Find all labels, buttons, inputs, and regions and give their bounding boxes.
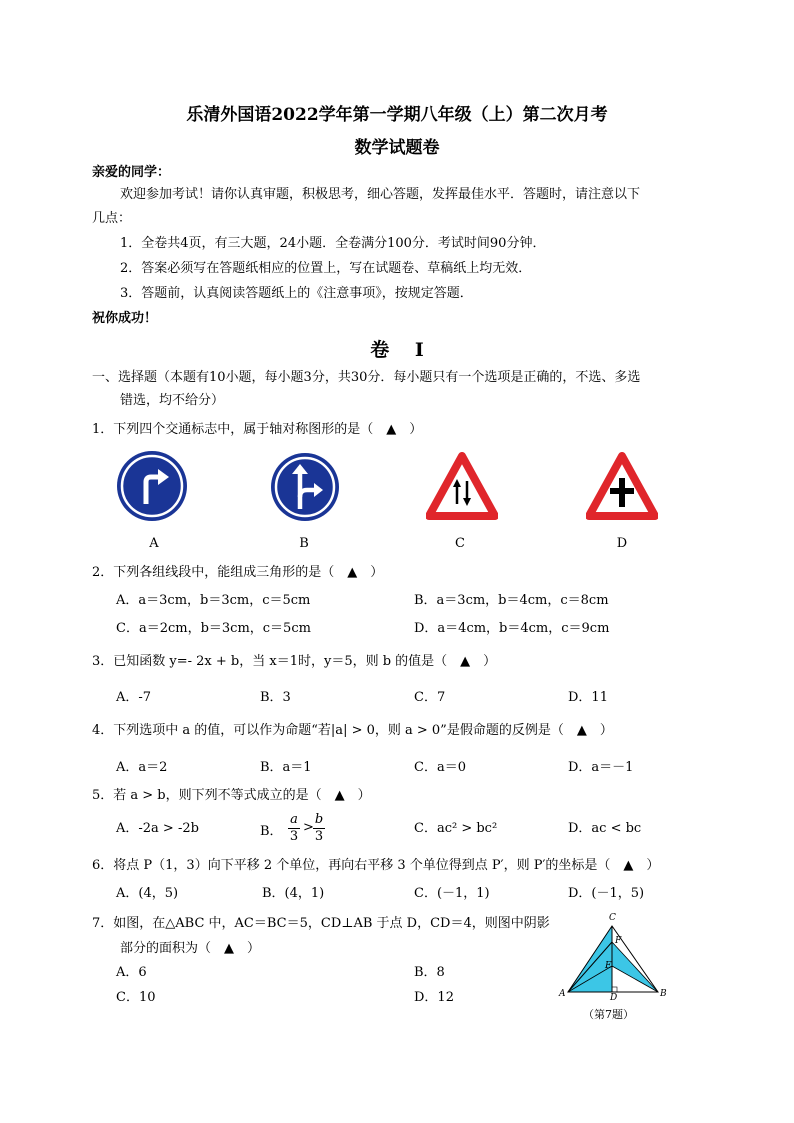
rule-3: 3．答题前，认真阅读答题纸上的《注意事项》，按规定答题． bbox=[120, 286, 473, 301]
question-5-stem: 5．若 a > b，则下列不等式成立的是（ ▲ ） bbox=[92, 788, 371, 803]
q5-option-b-prefix: B． bbox=[260, 824, 283, 839]
q2-option-c: C．a＝2cm，b＝3cm，c＝5cm bbox=[116, 621, 311, 636]
part1-heading-continued: 错选，均不给分） bbox=[120, 393, 225, 408]
q1-label-d: D bbox=[616, 536, 628, 551]
exam-subtitle: 数学试题卷 bbox=[354, 138, 440, 158]
q1-label-a: A bbox=[149, 536, 159, 551]
welcome-text: 欢迎参加考试！请你认真审题，积极思考，细心答题，发挥最佳水平．答题时，请注意以下 bbox=[120, 187, 641, 202]
q3-option-a: A．-7 bbox=[116, 690, 152, 705]
q7-option-b: B．8 bbox=[414, 965, 445, 980]
q5-frac1-num: a bbox=[290, 812, 298, 827]
q5-frac2-den: 3 bbox=[314, 829, 324, 844]
q4-option-d: D．a＝－1 bbox=[568, 760, 634, 775]
q7-option-d: D．12 bbox=[414, 990, 454, 1005]
label-point-f: F bbox=[615, 936, 622, 946]
q6-option-d: D．(－1，5) bbox=[568, 886, 645, 901]
question-6-stem: 6．将点 P（1，3）向下平移 2 个单位，再向右平移 3 个单位得到点 P′，则 P′的坐标是（ ▲ ） bbox=[92, 858, 660, 873]
q5-frac1-den: 3 bbox=[289, 829, 299, 844]
question-2-stem: 2．下列各组线段中，能组成三角形的是（ ▲ ） bbox=[92, 565, 384, 580]
q4-option-a: A．a＝2 bbox=[116, 760, 168, 775]
q7-figure-caption: （第7题） bbox=[583, 1008, 634, 1021]
q5-option-c: C．ac² > bc² bbox=[414, 821, 498, 836]
q5-option-d: D．ac < bc bbox=[568, 821, 642, 836]
greeting: 亲爱的同学： bbox=[92, 165, 171, 180]
rule-1: 1．全卷共4页，有三大题，24小题．全卷满分100分．考试时间90分钟． bbox=[120, 236, 546, 251]
two-way-traffic-icon bbox=[426, 452, 498, 520]
question-7-stem-continued: 部分的面积为（ ▲ ） bbox=[120, 941, 260, 956]
exam-title: 乐清外国语2022学年第一学期八年级（上）第二次月考 bbox=[186, 105, 608, 125]
q2-option-d: D．a＝4cm，b＝4cm，c＝9cm bbox=[414, 621, 610, 636]
label-point-e: E bbox=[605, 961, 612, 971]
label-point-c: C bbox=[609, 913, 616, 923]
closing: 祝你成功！ bbox=[92, 311, 158, 326]
q7-option-c: C．10 bbox=[116, 990, 156, 1005]
section-title: 卷 Ⅰ bbox=[370, 339, 424, 361]
q3-option-b: B．3 bbox=[260, 690, 291, 705]
turn-right-icon bbox=[116, 450, 188, 522]
label-point-b: B bbox=[660, 989, 667, 999]
q7-option-a: A．6 bbox=[116, 965, 147, 980]
rule-2: 2．答案必须写在答题纸相应的位置上，写在试题卷、草稿纸上均无效． bbox=[120, 261, 532, 276]
q1-label-c: C bbox=[455, 536, 465, 551]
question-7-stem: 7．如图，在△ABC 中，AC＝BC＝5，CD⊥AB 于点 D，CD＝4，则图中阴影 bbox=[92, 916, 550, 931]
part1-heading: 一、选择题（本题有10小题，每小题3分，共30分．每小题只有一个选项是正确的，不选、多选 bbox=[92, 370, 641, 385]
question-1-stem: 1．下列四个交通标志中，属于轴对称图形的是（ ▲ ） bbox=[92, 422, 423, 437]
q6-option-b: B．(4，1) bbox=[262, 886, 325, 901]
label-point-a: A bbox=[559, 989, 566, 999]
welcome-text-continued: 几点： bbox=[92, 211, 132, 226]
question-4-stem: 4．下列选项中 a 的值，可以作为命题“若|a| > 0，则 a > 0”是假命题的反例是（ ▲ ） bbox=[92, 723, 613, 738]
q3-option-d: D．11 bbox=[568, 690, 608, 705]
q7-triangle-figure bbox=[556, 913, 676, 1006]
label-point-d: D bbox=[610, 993, 618, 1003]
q2-option-b: B．a＝3cm，b＝4cm，c＝8cm bbox=[414, 593, 609, 608]
q4-option-b: B．a＝1 bbox=[260, 760, 312, 775]
question-3-stem: 3．已知函数 y=- 2x + b，当 x＝1时，y＝5，则 b 的值是（ ▲ ） bbox=[92, 654, 497, 669]
crossroad-icon bbox=[586, 452, 658, 520]
q3-option-c: C．7 bbox=[414, 690, 446, 705]
q4-option-c: C．a＝0 bbox=[414, 760, 466, 775]
q5-frac2-num: b bbox=[314, 812, 324, 827]
q6-option-a: A．(4，5) bbox=[116, 886, 179, 901]
q5-frac-gt: > bbox=[303, 820, 314, 835]
q2-option-a: A．a＝3cm，b＝3cm，c＝5cm bbox=[116, 593, 311, 608]
straight-or-right-icon bbox=[270, 452, 340, 522]
q6-option-c: C．(－1，1) bbox=[414, 886, 490, 901]
q5-option-a: A．-2a > -2b bbox=[116, 821, 199, 836]
q1-label-b: B bbox=[299, 536, 309, 551]
